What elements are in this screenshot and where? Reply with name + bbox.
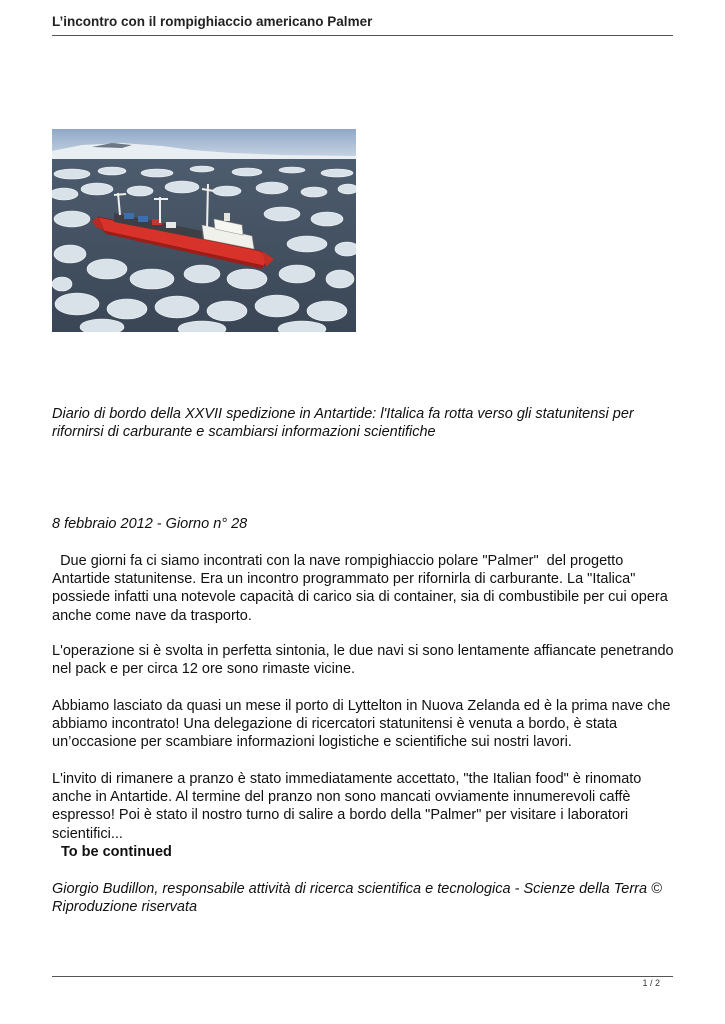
header-divider: [52, 35, 673, 36]
paragraph-1: Due giorni fa ci siamo incontrati con la nave rompighiaccio polare "Palmer" del progetto Antartide statunitense. Era un incontro programmato per rifornirla di carburante. La "Italica" possiede infatti una notevole capacità di carico sia di container, sia di combustibile per cui opera anche come nave da trasporto.: [52, 553, 672, 624]
to-be-continued: To be continued: [61, 844, 172, 860]
icebreaker-ship-photo: [52, 129, 356, 332]
article-subtitle: Diario di bordo della XXVII spedizione in Antartide: l'Italica fa rotta verso gli statunitensi per rifornirsi di carburante e scambiarsi informazioni scientifiche: [52, 406, 634, 441]
footer-divider: [52, 976, 673, 977]
paragraph-3: Abbiamo lasciato da quasi un mese il porto di Lyttelton in Nuova Zelanda ed è la prima nave che abbiamo incontrato! Una delegazione di ricercatori statunitensi è venuta a bordo, è stata un’occasione per scambiare informazioni logistiche e scientifiche sui nostri lavori.: [52, 698, 671, 751]
author-signature: Giorgio Budillon, responsabile attività di ricerca scientifica e tecnologica - Scienze della Terra © Riproduzione riservata: [52, 881, 662, 916]
page-number: 1 / 2: [642, 978, 660, 988]
paragraph-4: L'invito di rimanere a pranzo è stato immediatamente accettato, "the Italian food" è rinomato anche in Antartide. Al termine del pranzo non sono mancati ovviamente innumerevoli caffè espresso! Poi è stato il nostro turno di salire a bordo della "Palmer" per visitare i laboratori scientifici...: [52, 771, 642, 842]
date-line: 8 febbraio 2012 - Giorno n° 28: [52, 516, 248, 532]
icebreaker-ship-photo-svg: [52, 129, 356, 332]
paragraph-2: L'operazione si è svolta in perfetta sintonia, le due navi si sono lentamente affiancate penetrando nel pack e per circa 12 ore sono rimaste vicine.: [52, 643, 674, 678]
page-header-title: L’incontro con il rompighiaccio americano Palmer: [52, 14, 373, 29]
